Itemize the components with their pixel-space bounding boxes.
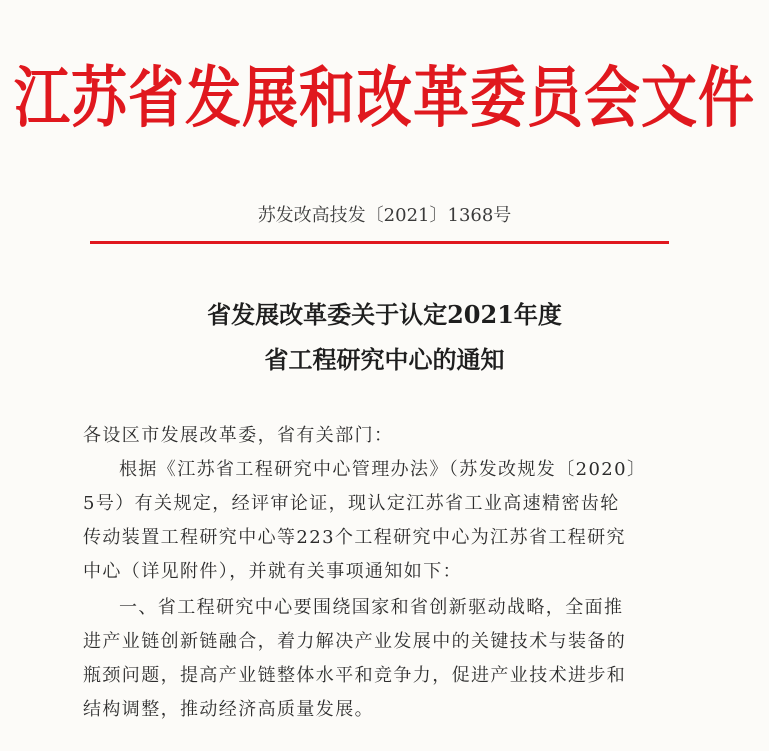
body-line: 瓶颈问题，提高产业链整体水平和竞争力，促进产业技术进步和: [83, 665, 627, 686]
body-line: 传动装置工程研究中心等223个工程研究中心为江苏省工程研究: [83, 527, 626, 548]
body-line: 进产业链创新链融合，着力解决产业发展中的关键技术与装备的: [83, 631, 627, 652]
body-line: 5号）有关规定，经评审论证，现认定江苏省工业高速精密齿轮: [83, 493, 620, 514]
body-line: 根据《江苏省工程研究中心管理办法》（苏发改规发〔2020〕: [119, 459, 647, 480]
salutation: 各设区市发展改革委，省有关部门：: [83, 425, 394, 446]
body-line: 一、省工程研究中心要围绕国家和省创新驱动战略，全面推: [119, 597, 624, 618]
document-title-line-1: 省发展改革委关于认定2021年度: [207, 300, 562, 329]
document-title-line-2: 省工程研究中心的通知: [264, 345, 505, 374]
issuer-header: 江苏省发展和改革委员会文件: [14, 60, 755, 137]
red-divider: [90, 241, 669, 244]
document-number: 苏发改高技发〔2021〕1368号: [257, 205, 512, 226]
body-line: 结构调整，推动经济高质量发展。: [83, 699, 374, 720]
body-line: 中心（详见附件），并就有关事项通知如下：: [83, 561, 462, 582]
